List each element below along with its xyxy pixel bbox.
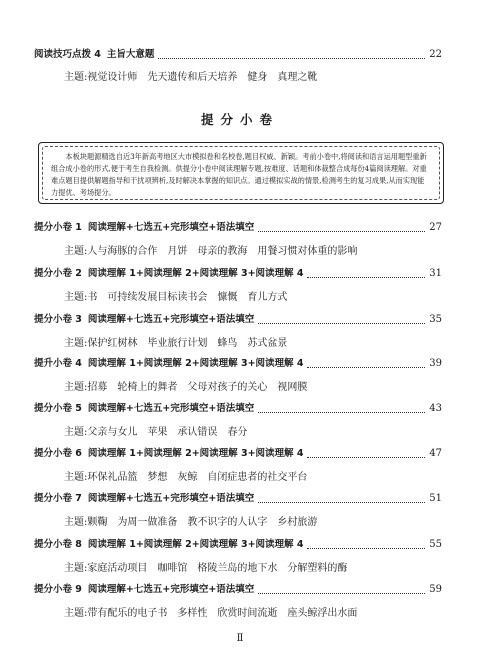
entry-topic: 主题:带有配乐的电子书 多样性 欣赏时间流逝 座头鲸浮出水面 <box>64 608 358 619</box>
entry-page-number: 35 <box>429 314 442 325</box>
entry-label: 提分小卷 5 <box>34 403 82 414</box>
entry-page-number: 51 <box>429 493 442 504</box>
toc-entry[interactable] <box>34 492 442 506</box>
entry-label: 提分小卷 3 <box>34 314 82 325</box>
toc-entry[interactable] <box>34 447 442 461</box>
entry-label: 提分小卷 9 <box>34 584 82 595</box>
dot-leader <box>158 58 425 59</box>
entry-label: 提分小卷 6 <box>34 448 82 459</box>
entry-page-number: 43 <box>429 403 442 414</box>
entry-topic: 主题:保护红树林 毕业旅行计划 蜂鸟 苏式盆景 <box>64 338 288 349</box>
entry-topic: 主题:视觉设计师 先天遗传和后天培养 健身 真理之靴 <box>64 72 318 83</box>
entry-title: 阅读理解 1+阅读理解 2+阅读理解 3+阅读理解 4 <box>87 539 304 550</box>
toc-entry[interactable] <box>34 357 442 371</box>
entry-page-number: 39 <box>429 358 442 369</box>
section-title: 提分小卷 <box>200 112 279 127</box>
entry-label: 阅读技巧点拨 4 <box>34 49 101 60</box>
entry-topic: 主题:人与海豚的合作 月饼 母亲的教海 用餐习惯对体重的影响 <box>64 246 358 257</box>
dot-leader <box>258 231 425 232</box>
dot-leader <box>307 367 425 368</box>
entry-title: 阅读理解+七选五+完形填空+语法填空 <box>87 403 255 414</box>
entry-page-number: 31 <box>429 268 442 279</box>
page-number: Ⅱ <box>236 633 244 644</box>
entry-topic: 主题:家庭活动项目 咖啡馆 格陵兰岛的地下水 分解塑料的酶 <box>64 563 348 574</box>
entry-label: 提分小卷 2 <box>34 268 82 279</box>
dot-leader <box>258 323 425 324</box>
entry-title: 阅读理解+七选五+完形填空+语法填空 <box>87 584 255 595</box>
entry-topic: 主题:颗鞠 为周一做准备 教不识字的人认字 乡村旅游 <box>64 517 318 528</box>
dot-leader <box>258 593 425 594</box>
entry-topic: 主题:父亲与女儿 苹果 承认错误 春分 <box>64 427 248 438</box>
entry-label: 提分小卷 1 <box>34 222 82 233</box>
entry-title: 阅读理解+七选五+完形填空+语法填空 <box>87 493 255 504</box>
intro-box <box>38 142 444 204</box>
entry-topic: 主题:环保礼品篮 梦想 灰鲸 自闭症患者的社交平台 <box>64 472 308 483</box>
toc-entry[interactable] <box>34 267 442 281</box>
entry-title: 阅读理解 1+阅读理解 2+阅读理解 3+阅读理解 4 <box>87 448 304 459</box>
entry-label: 提分小卷 7 <box>34 493 82 504</box>
entry-title: 阅读理解 1+阅读理解 2+阅读理解 3+阅读理解 4 <box>87 358 304 369</box>
entry-page-number: 59 <box>429 584 442 595</box>
entry-title: 阅读理解 1+阅读理解 2+阅读理解 3+阅读理解 4 <box>87 268 304 279</box>
entry-page-number: 22 <box>429 49 442 60</box>
entry-page-number: 27 <box>429 222 442 233</box>
toc-entry[interactable] <box>34 538 442 552</box>
entry-title: 主旨大意题 <box>106 49 155 60</box>
toc-entry[interactable] <box>34 402 442 416</box>
dot-leader <box>307 548 425 549</box>
toc-entry-top[interactable] <box>34 48 442 62</box>
dot-leader <box>258 412 425 413</box>
entry-topic: 主题:招募 轮椅上的舞者 父母对孩子的关心 视网膜 <box>64 382 308 393</box>
entry-title: 阅读理解+七选五+完形填空+语法填空 <box>87 222 255 233</box>
entry-label: 提分小卷 8 <box>34 539 82 550</box>
entry-title: 阅读理解+七选五+完形填空+语法填空 <box>87 314 255 325</box>
dot-leader <box>258 502 425 503</box>
dot-leader <box>307 457 425 458</box>
entry-page-number: 55 <box>429 539 442 550</box>
entry-page-number: 47 <box>429 448 442 459</box>
toc-entry[interactable] <box>34 583 442 597</box>
toc-entry[interactable] <box>34 221 442 235</box>
entry-topic: 主题:书 可持续发展目标读书会 慷慨 育儿方式 <box>64 292 288 303</box>
toc-entry[interactable] <box>34 313 442 327</box>
dot-leader <box>307 277 425 278</box>
intro-text: 本板块题源精选自近3年新高考地区大市模拟卷和名校卷,题目权威、新颖。考前小卷中,将阅读和语言运用题型重新组合成小卷的形式,便于考生自我检测。供提分小卷中阅读理解专题,按难度、话题和体裁整合成每份4篇阅读理解。对重难点题目提供解题指导和干扰项辨析,及时解决本掌握的知识点。通过模拟实战的情景,检测考生的复习成果,从而实现能力提优、考场提分。 <box>51 152 427 197</box>
entry-label: 提升小卷 4 <box>34 358 82 369</box>
